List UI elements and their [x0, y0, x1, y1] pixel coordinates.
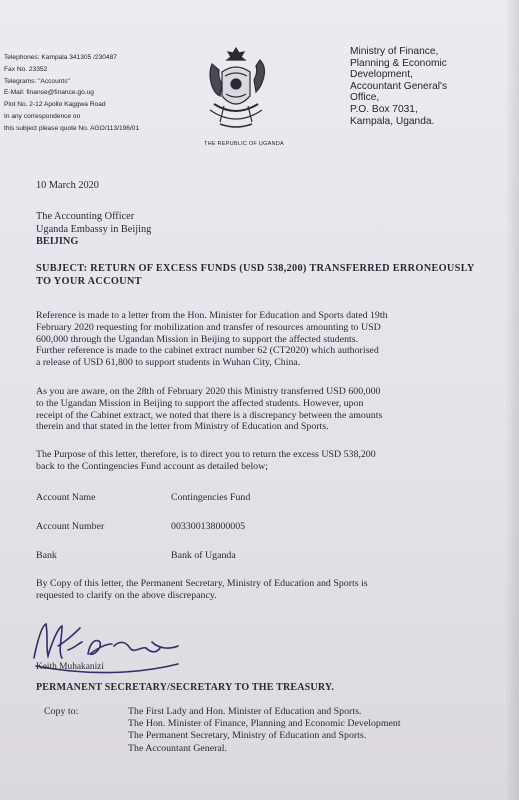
contact-address: Plot No. 2-12 Apollo Kaggwa Road — [4, 101, 106, 109]
paragraph-line: Further reference is made to the cabinet extract number 62 (CT2020) which authorised — [36, 345, 379, 357]
recipient-line: The Accounting Officer — [36, 211, 135, 222]
paragraph-line: The Purpose of this letter, therefore, is to direct you to return the excess USD 538,200 — [36, 449, 376, 460]
paragraph-line: a release of USD 61,800 to support students in Wuhan City, China. — [36, 357, 301, 369]
paragraph-copy-request — [36, 578, 488, 602]
ministry-line: Planning & Economic — [350, 57, 447, 69]
contact-email: E-Mail: finanse@finance.go.ug — [4, 89, 94, 97]
bank-label: Bank — [36, 550, 57, 561]
paragraph-line: receipt of the Cabinet extract, we noted that there is a discrepancy between the amounts — [36, 409, 383, 421]
ministry-address-block — [350, 46, 515, 127]
reference-note-line1: In any correspondence on — [4, 112, 81, 120]
copy-to-item: The Accountant General. — [128, 742, 227, 754]
copy-to-item: The Hon. Minister of Finance, Planning and Economic Development — [128, 718, 401, 730]
bank-value: Bank of Uganda — [171, 550, 236, 561]
paragraph-reference — [36, 310, 488, 369]
paragraph-line: back to the Contingencies Fund account as detailed below; — [36, 460, 268, 472]
paragraph-purpose — [36, 449, 488, 473]
paragraph-line: 600,000 through the Ugandan Mission in Beijing to support the affected students. — [36, 333, 359, 345]
letterhead-contacts — [4, 52, 194, 135]
contact-telegrams: Telegrams: "Accounts" — [4, 77, 70, 85]
paragraph-line: By Copy of this letter, the Permanent Secretary, Ministry of Education and Sports is — [36, 578, 368, 589]
paragraph-line: to the Ugandan Mission in Beijing to support the affected students. However, upon — [36, 397, 364, 409]
signer-title: PERMANENT SECRETARY/SECRETARY TO THE TREASURY. — [36, 682, 335, 693]
paragraph-line: Reference is made to a letter from the Hon. Minister for Education and Sports dated 19th — [36, 310, 388, 321]
recipient-line: Uganda Embassy in Beijing — [36, 223, 152, 235]
account-name-value: Contingencies Fund — [171, 492, 251, 503]
account-name-label: Account Name — [36, 492, 96, 503]
account-number-label: Account Number — [36, 521, 105, 532]
letter-subject: SUBJECT: RETURN OF EXCESS FUNDS (USD 538,200) TRANSFERRED ERRONEOUSLY TO YOUR ACCOUNT — [36, 263, 475, 287]
contact-fax: Fax No. 23352 — [4, 65, 48, 73]
coat-of-arms-icon — [200, 44, 272, 134]
contact-telephones: Telephones: Kampala 341305 /230487 — [4, 54, 117, 61]
ministry-line: Accountant General's — [350, 80, 448, 92]
ministry-line: Kampala, Uganda. — [350, 115, 435, 127]
letter-date: 10 March 2020 — [36, 180, 99, 191]
paragraph-line: therein and that stated in the letter from Ministry of Education and Sports. — [36, 421, 329, 433]
paragraph-line: As you are aware, on the 28th of February 2020 this Ministry transferred USD 600,000 — [36, 386, 381, 397]
signer-name: Keith Muhakanizi — [36, 662, 104, 672]
ministry-line: Ministry of Finance, — [350, 46, 439, 57]
reference-note-line2: this subject please quote No. AGO/113/196/01 — [4, 124, 140, 132]
recipient-city: BEIJING — [36, 236, 79, 248]
copy-to-label: Copy to: — [44, 706, 79, 717]
copy-to-item: The Permanent Secretary, Ministry of Education and Sports. — [128, 730, 367, 742]
account-number-value: 003300138000005 — [171, 521, 246, 532]
paragraph-line: requested to clarify on the above discrepancy. — [36, 589, 217, 601]
copy-to-item: The First Lady and Hon. Minister of Education and Sports. — [128, 706, 362, 717]
republic-caption: THE REPUBLIC OF UGANDA — [204, 141, 284, 147]
paragraph-line: February 2020 requesting for mobilization and transfer of resources amounting to USD — [36, 321, 381, 333]
ministry-line: Office, — [350, 92, 380, 104]
paragraph-transfer — [36, 386, 488, 433]
recipient-address — [36, 211, 151, 249]
ministry-line: P.O. Box 7031, — [350, 103, 418, 115]
ministry-line: Development, — [350, 69, 413, 81]
copy-to-list — [128, 706, 401, 755]
